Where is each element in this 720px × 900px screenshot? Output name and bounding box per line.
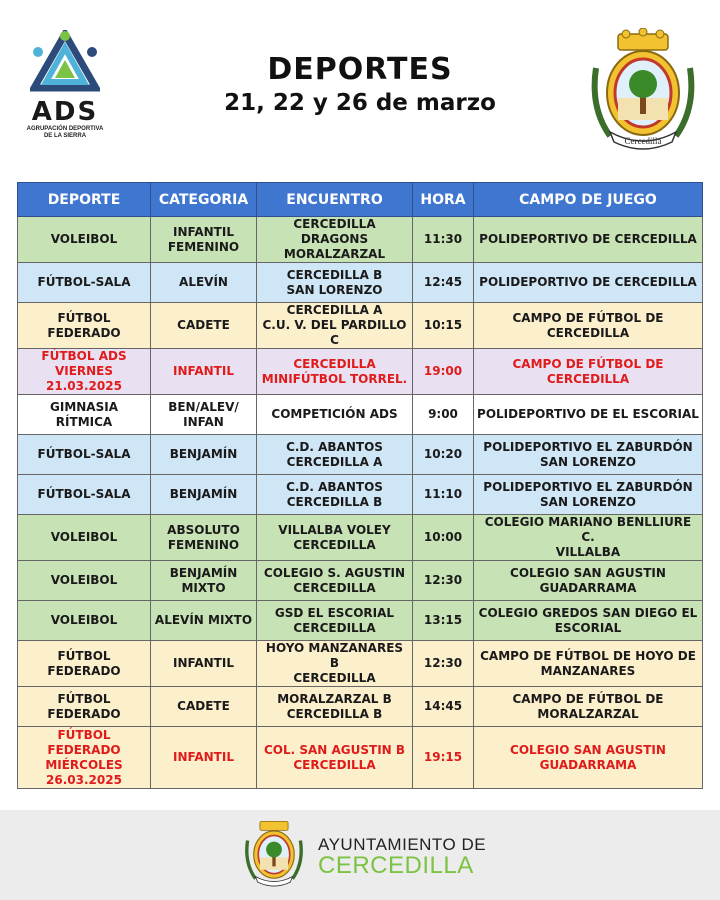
cell-categoria: INFANTIL: [151, 349, 257, 395]
cell-encuentro: COMPETICIÓN ADS: [257, 395, 413, 435]
column-header: DEPORTE: [18, 183, 151, 217]
cell-campo: POLIDEPORTIVO DE CERCEDILLA: [474, 263, 703, 303]
ads-logo: [20, 30, 110, 150]
cell-encuentro: CERCEDILLA A C.U. V. DEL PARDILLO C: [257, 303, 413, 349]
cell-categoria: INFANTIL: [151, 641, 257, 687]
cell-campo: CAMPO DE FÚTBOL DE CERCEDILLA: [474, 349, 703, 395]
table-row: [18, 475, 703, 515]
cell-campo: POLIDEPORTIVO EL ZABURDÓN SAN LORENZO: [474, 475, 703, 515]
cell-categoria: ALEVÍN: [151, 263, 257, 303]
cell-campo: COLEGIO SAN AGUSTIN GUADARRAMA: [474, 727, 703, 789]
cell-encuentro: HOYO MANZANARES B CERCEDILLA: [257, 641, 413, 687]
table-row: [18, 349, 703, 395]
crest-ribbon-text: Cercedilla: [624, 136, 662, 146]
table-row: [18, 217, 703, 263]
cell-deporte: VOLEIBOL: [18, 601, 151, 641]
table-row: [18, 395, 703, 435]
cell-categoria: BENJAMÍN: [151, 475, 257, 515]
ads-logo-subtitle: AGRUPACIÓN DEPORTIVA DE LA SIERRA: [26, 126, 104, 139]
page-header: [0, 0, 720, 170]
cell-deporte: FÚTBOL FEDERADO MIÉRCOLES 26.03.2025: [18, 727, 151, 789]
footer-line1: AYUNTAMIENTO DE: [318, 835, 487, 854]
table-row: [18, 601, 703, 641]
footer-line2: CERCEDILLA: [318, 852, 474, 879]
cell-deporte: FÚTBOL-SALA: [18, 435, 151, 475]
table-row: [18, 303, 703, 349]
cell-encuentro: CERCEDILLA MINIFÚTBOL TORREL.: [257, 349, 413, 395]
cell-deporte: VOLEIBOL: [18, 217, 151, 263]
cell-encuentro: MORALZARZAL B CERCEDILLA B: [257, 687, 413, 727]
cell-encuentro: VILLALBA VOLEY CERCEDILLA: [257, 515, 413, 561]
table-header-row: [18, 183, 703, 217]
cell-deporte: FÚTBOL-SALA: [18, 475, 151, 515]
cell-hora: 10:15: [413, 303, 474, 349]
cell-deporte: FÚTBOL FEDERADO: [18, 687, 151, 727]
cell-categoria: ABSOLUTO FEMENINO: [151, 515, 257, 561]
cell-encuentro: GSD EL ESCORIAL CERCEDILLA: [257, 601, 413, 641]
cell-encuentro: CERCEDILLA B SAN LORENZO: [257, 263, 413, 303]
cell-hora: 10:00: [413, 515, 474, 561]
cell-hora: 12:30: [413, 561, 474, 601]
schedule-table: [17, 182, 703, 789]
cell-categoria: CADETE: [151, 687, 257, 727]
table-row: [18, 561, 703, 601]
cercedilla-crest-icon: [588, 28, 698, 156]
cell-deporte: FÚTBOL-SALA: [18, 263, 151, 303]
cell-hora: 12:45: [413, 263, 474, 303]
cell-campo: CAMPO DE FÚTBOL DE CERCEDILLA: [474, 303, 703, 349]
cell-categoria: BENJAMÍN: [151, 435, 257, 475]
column-header: CATEGORIA: [151, 183, 257, 217]
cell-campo: POLIDEPORTIVO DE EL ESCORIAL: [474, 395, 703, 435]
table-row: [18, 727, 703, 789]
cell-hora: 10:20: [413, 435, 474, 475]
cell-deporte: FÚTBOL FEDERADO: [18, 303, 151, 349]
cercedilla-crest: [588, 28, 698, 156]
column-header: CAMPO DE JUEGO: [474, 183, 703, 217]
cell-campo: COLEGIO SAN AGUSTIN GUADARRAMA: [474, 561, 703, 601]
cell-encuentro: CERCEDILLA DRAGONS MORALZARZAL: [257, 217, 413, 263]
table-body: [18, 217, 703, 789]
footer-crest: [243, 818, 305, 890]
cell-hora: 11:10: [413, 475, 474, 515]
cell-encuentro: C.D. ABANTOS CERCEDILLA A: [257, 435, 413, 475]
cell-campo: CAMPO DE FÚTBOL DE MORALZARZAL: [474, 687, 703, 727]
cell-campo: COLEGIO MARIANO BENLLIURE C. VILLALBA: [474, 515, 703, 561]
cell-hora: 9:00: [413, 395, 474, 435]
cell-deporte: VOLEIBOL: [18, 561, 151, 601]
cell-hora: 19:00: [413, 349, 474, 395]
cell-encuentro: COLEGIO S. AGUSTIN CERCEDILLA: [257, 561, 413, 601]
table-row: [18, 641, 703, 687]
cell-deporte: GIMNASIA RÍTMICA: [18, 395, 151, 435]
cell-encuentro: COL. SAN AGUSTIN B CERCEDILLA: [257, 727, 413, 789]
cell-hora: 19:15: [413, 727, 474, 789]
cell-campo: POLIDEPORTIVO DE CERCEDILLA: [474, 217, 703, 263]
cell-campo: COLEGIO GREDOS SAN DIEGO EL ESCORIAL: [474, 601, 703, 641]
cell-categoria: BEN/ALEV/ INFAN: [151, 395, 257, 435]
table-row: [18, 515, 703, 561]
cercedilla-crest-icon: [243, 818, 305, 890]
cell-deporte: FÚTBOL FEDERADO: [18, 641, 151, 687]
cell-deporte: FÚTBOL ADS VIERNES 21.03.2025: [18, 349, 151, 395]
cell-hora: 14:45: [413, 687, 474, 727]
column-header: HORA: [413, 183, 474, 217]
page-subtitle: 21, 22 y 26 de marzo: [224, 90, 496, 116]
cell-categoria: ALEVÍN MIXTO: [151, 601, 257, 641]
cell-categoria: INFANTIL FEMENINO: [151, 217, 257, 263]
page-title: DEPORTES: [267, 52, 453, 87]
cell-categoria: BENJAMÍN MIXTO: [151, 561, 257, 601]
ads-logo-icon: [30, 30, 100, 98]
table-row: [18, 263, 703, 303]
cell-hora: 13:15: [413, 601, 474, 641]
table-row: [18, 435, 703, 475]
cell-encuentro: C.D. ABANTOS CERCEDILLA B: [257, 475, 413, 515]
cell-campo: CAMPO DE FÚTBOL DE HOYO DE MANZANARES: [474, 641, 703, 687]
cell-campo: POLIDEPORTIVO EL ZABURDÓN SAN LORENZO: [474, 435, 703, 475]
column-header: ENCUENTRO: [257, 183, 413, 217]
cell-categoria: CADETE: [151, 303, 257, 349]
cell-deporte: VOLEIBOL: [18, 515, 151, 561]
ads-logo-text: ADS: [31, 97, 99, 127]
table-row: [18, 687, 703, 727]
cell-categoria: INFANTIL: [151, 727, 257, 789]
cell-hora: 12:30: [413, 641, 474, 687]
cell-hora: 11:30: [413, 217, 474, 263]
